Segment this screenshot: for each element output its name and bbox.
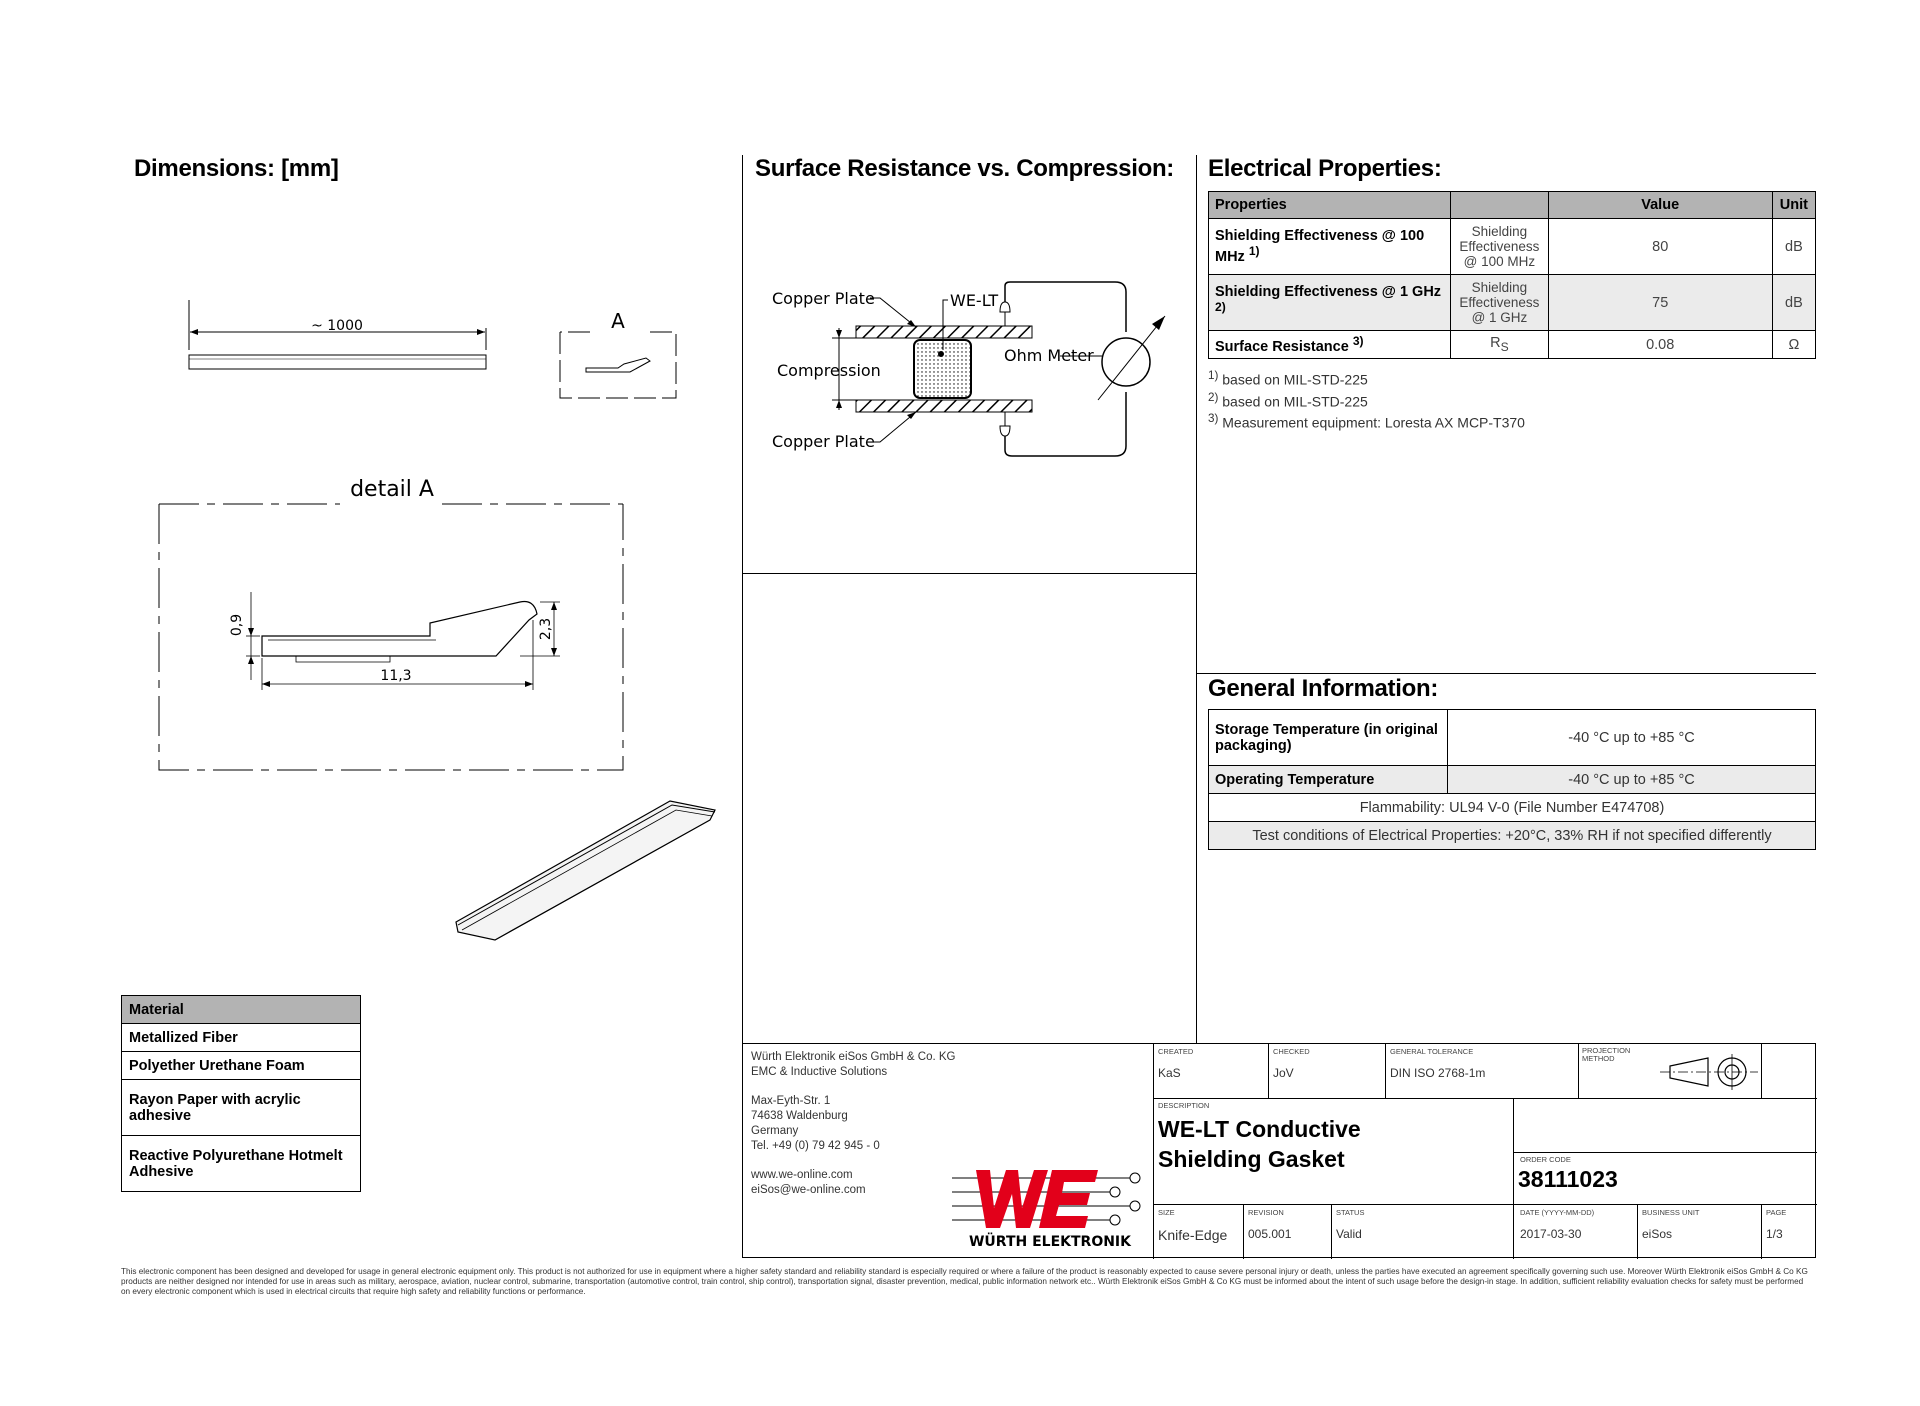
footnote: $^{3)}$ Measurement equipment: Loresta AX MCP-T370: [1208, 412, 1525, 431]
frame-divider-mid: [742, 573, 1196, 574]
detail-title: detail A: [350, 477, 434, 502]
product-description: WE-LT Conductive Shielding Gasket: [1158, 1116, 1361, 1172]
table-row: [1209, 822, 1816, 850]
table-row: [1209, 794, 1816, 822]
copper-plate-bottom-label: Copper Plate: [772, 432, 875, 451]
projection-method-icon: [1660, 1052, 1760, 1092]
material-header: Material: [122, 996, 361, 1024]
electrical-properties-title: Electrical Properties:: [1208, 155, 1442, 182]
test-conditions: Test conditions of Electrical Properties: +20°C, 33% RH if not specified differently: [1209, 822, 1816, 850]
list-item: Reactive Polyurethane Hotmelt Adhesive: [122, 1136, 361, 1192]
table-row: Surface Resistance $^{3)}$ $R_S$ 0.08 Ω: [1209, 331, 1816, 359]
general-information-title: General Information:: [1208, 675, 1439, 702]
page-value: 1/3: [1766, 1227, 1783, 1241]
order-code: 38111023: [1518, 1166, 1618, 1192]
list-item: Rayon Paper with acrylic adhesive: [122, 1080, 361, 1136]
frame-divider-general: [1196, 673, 1816, 674]
dimensions-title: Dimensions: [mm]: [134, 155, 339, 182]
table-row: Storage Temperature (in original packaging) -40 °C up to +85 °C: [1209, 710, 1816, 766]
copper-plate-top-label: Copper Plate: [772, 289, 875, 308]
length-dimension: ~ 1000: [311, 318, 363, 334]
electrical-footnotes: [1208, 367, 1525, 432]
we-lt-label: WE-LT: [950, 291, 999, 310]
compression-label: Compression: [777, 361, 881, 380]
material-table: [121, 995, 361, 1192]
tolerance-value: DIN ISO 2768-1m: [1390, 1066, 1486, 1080]
general-information-table: [1208, 709, 1816, 850]
ohm-meter-label: Ohm Meter: [1004, 346, 1094, 365]
table-row: Operating Temperature -40 °C up to +85 °C: [1209, 766, 1816, 794]
list-item: Polyether Urethane Foam: [122, 1052, 361, 1080]
view-letter: A: [611, 309, 625, 333]
checked-value: JoV: [1273, 1066, 1294, 1080]
wurth-elektronik-logo: [952, 1160, 1148, 1252]
disclaimer: This electronic component has been designed and developed for usage in general electronic equipment only. This product is not authorized for use in equipment where a higher safety standard and reliability standard is especially required or where a failure of the product is reasonably expected to cause severe personal injury or death, unless the parties have executed an agreement specifically governing such use. Moreover Würth Elektronik eiSos GmbH & Co KG products are neither designed nor intended for use in areas such as military, aerospace, aviation, nuclear control, submarine, transportation (automotive control, train control, ship control), transportation signal, disaster prevention, medical, public information network etc.. Würth Elektronik eiSos GmbH & Co KG must be informed about the intent of such usage before the design-in stage. In addition, sufficient reliability evaluation checks for safety must be performed on every electronic component which is used in electrical circuits that require high safety and reliability functions or performance.: [121, 1267, 1808, 1296]
measurement-diagram: [760, 270, 1180, 470]
svg-text:WÜRTH ELEKTRONIK: WÜRTH ELEKTRONIK: [968, 1234, 1132, 1250]
list-item: Metallized Fiber: [122, 1024, 361, 1052]
col-unit: Unit: [1772, 192, 1815, 219]
website-link[interactable]: www.we-online.com: [751, 1169, 853, 1181]
width-dimension: 11,3: [380, 668, 412, 684]
thickness-dimension: 0,9: [229, 613, 245, 637]
footnote: $^{2)}$ based on MIL-STD-225: [1208, 390, 1368, 410]
email-link[interactable]: eiSos@we-online.com: [751, 1184, 866, 1196]
size-value: Knife-Edge: [1158, 1227, 1228, 1243]
company-info: Würth Elektronik eiSos GmbH & Co. KG EMC & Inductive Solutions Max-Eyth-Str. 1 74638 Waldenburg Germany Tel. +49 (0) 79 42 945 - 0 www.we-online.com eiSos@we-online.com: [751, 1051, 956, 1196]
table-row: Shielding Effectiveness @ 100 MHz $^{1)}$ Shielding Effectiveness @ 100 MHz 80 dB: [1209, 219, 1816, 275]
height-dimension: 2,3: [538, 617, 554, 641]
footnote: $^{1)}$ based on MIL-STD-225: [1208, 369, 1368, 388]
col-value: Value: [1548, 192, 1772, 219]
col-properties: Properties: [1209, 192, 1451, 219]
flammability: Flammability: UL94 V-0 (File Number E474708): [1209, 794, 1816, 822]
table-row: Shielding Effectiveness @ 1 GHz $^{2)}$ Shielding Effectiveness @ 1 GHz 75 dB: [1209, 275, 1816, 331]
col-condition: [1451, 192, 1548, 219]
status-value: Valid: [1336, 1227, 1362, 1241]
frame-divider-right: [1196, 155, 1197, 1043]
created-value: KaS: [1158, 1066, 1181, 1080]
business-unit-value: eiSos: [1642, 1227, 1673, 1241]
surface-resistance-title: Surface Resistance vs. Compression:: [755, 155, 1175, 182]
date-value: 2017-03-30: [1520, 1227, 1582, 1241]
revision-value: 005.001: [1248, 1227, 1292, 1241]
dimensions-drawing: [140, 300, 720, 960]
electrical-properties-table: [1208, 191, 1816, 359]
